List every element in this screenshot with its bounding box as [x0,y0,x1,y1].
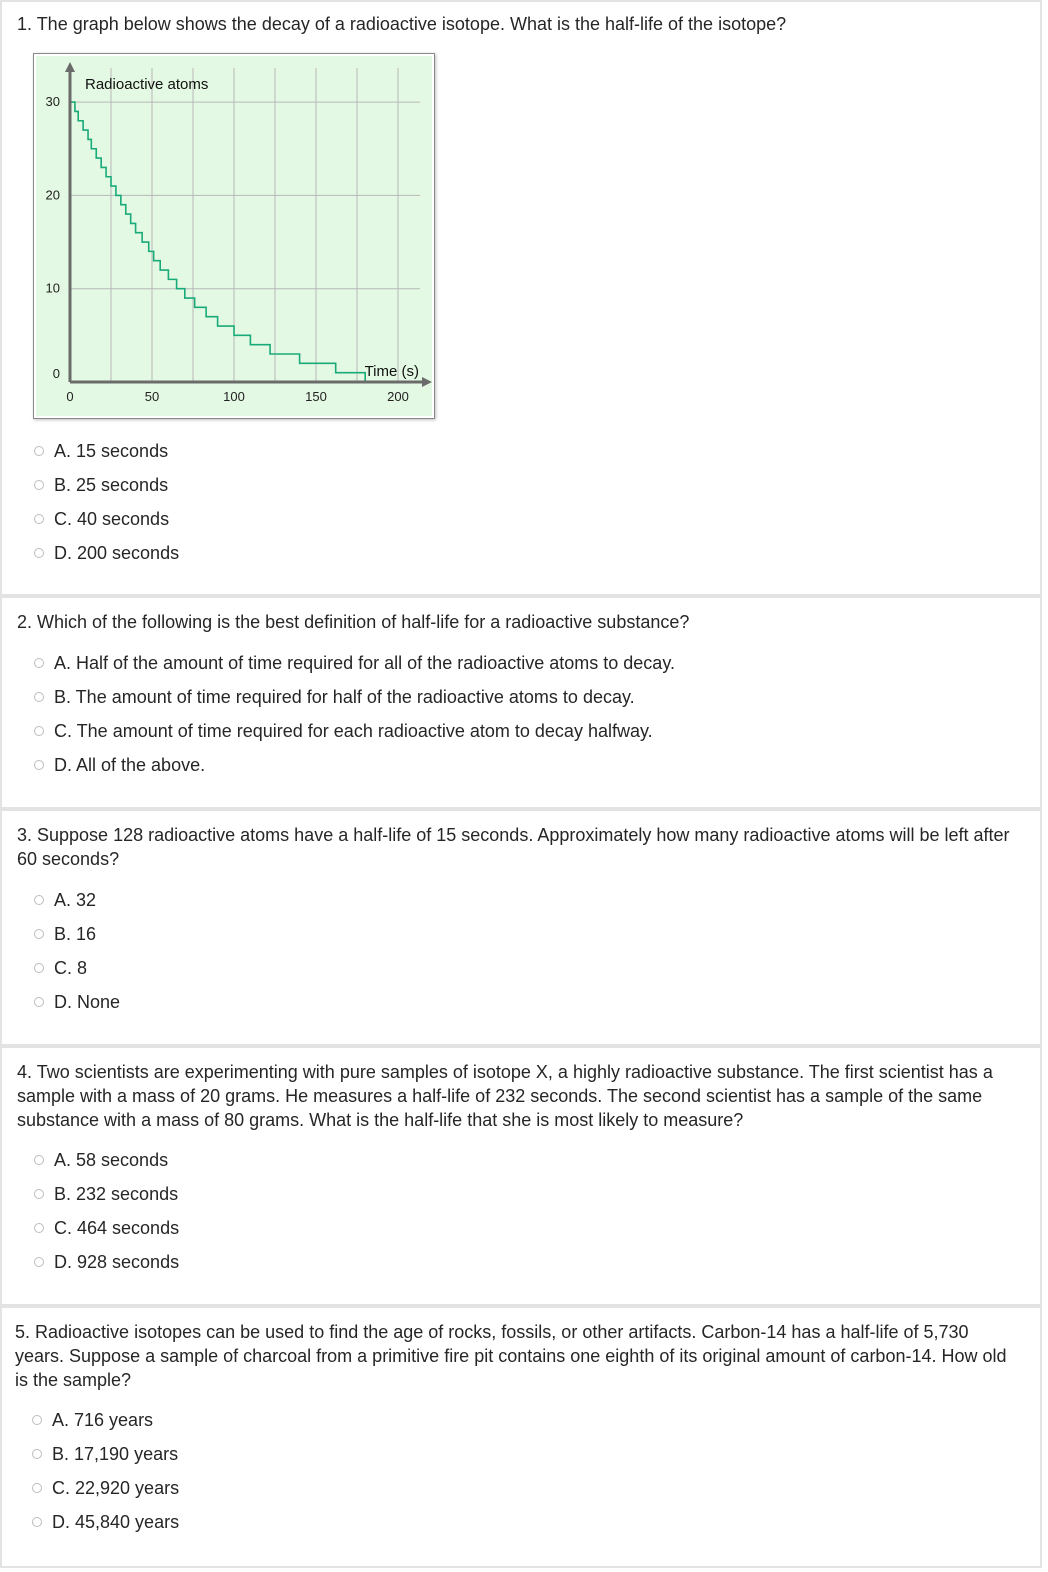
option-label: D. 928 seconds [54,1251,180,1272]
option-c[interactable] [34,1211,179,1245]
answer-options [32,1403,179,1539]
y-axis-label: Radioactive atoms [85,76,209,93]
y-tick-label: 20 [45,187,60,203]
option-label: A. 15 seconds [54,440,169,461]
option-label: A. 716 years [52,1409,154,1430]
option-b[interactable] [34,468,179,502]
radio-icon[interactable] [34,548,44,558]
question-4 [0,1046,1042,1306]
option-b[interactable] [34,1177,179,1211]
radio-icon[interactable] [32,1449,42,1459]
radio-icon[interactable] [34,760,44,770]
y-tick-label: 0 [52,366,60,381]
option-b[interactable] [34,680,675,714]
y-tick-label: 10 [45,280,60,296]
question-2 [0,596,1042,809]
option-d[interactable] [34,1245,179,1279]
radio-icon[interactable] [34,1257,44,1267]
answer-options [34,883,120,1019]
option-c[interactable] [32,1471,179,1505]
radio-icon[interactable] [34,963,44,973]
x-tick-label: 50 [144,389,160,404]
radio-icon[interactable] [34,1223,44,1233]
x-tick-label: 100 [223,389,245,404]
answer-options [34,646,675,782]
question-text: 1. The graph below shows the decay of a radioactive isotope. What is the half-life of the isotope? [17,14,787,34]
radio-icon[interactable] [34,726,44,736]
option-label: A. 32 [54,889,97,910]
x-tick-label: 200 [387,389,409,404]
option-d[interactable] [34,536,179,570]
question-3 [0,809,1042,1046]
x-axis-label: Time (s) [364,363,419,380]
option-label: C. 8 [54,957,88,978]
option-label: B. The amount of time required for half of the radioactive atoms to decay. [54,686,635,707]
question-text: 5. Radioactive isotopes can be used to find the age of rocks, fossils, or other artifacts. Carbon-14 has a half-life of 5,730 years. Suppose a sample of charcoal from a primitive fire pit contains one eighth of its original amount of carbon-14. How old is the sample? [15,1322,1007,1390]
radio-icon[interactable] [34,480,44,490]
radio-icon[interactable] [34,929,44,939]
option-a[interactable] [34,434,179,468]
radio-icon[interactable] [34,895,44,905]
option-b[interactable] [32,1437,179,1471]
option-c[interactable] [34,714,675,748]
option-label: A. 58 seconds [54,1149,169,1170]
y-tick-label: 30 [45,94,60,110]
question-5 [0,1306,1042,1568]
radio-icon[interactable] [34,692,44,702]
option-label: A. Half of the amount of time required for all of the radioactive atoms to decay. [54,652,675,673]
option-b[interactable] [34,917,120,951]
question-text: 4. Two scientists are experimenting with pure samples of isotope X, a highly radioactive substance. The first scientist has a sample with a mass of 20 grams. He measures a half-life of 232 seconds. The second scientist has a sample of the same substance with a mass of 80 grams. What is the half-life that she is most likely to measure? [17,1062,993,1130]
option-c[interactable] [34,951,120,985]
option-c[interactable] [34,502,179,536]
radio-icon[interactable] [34,997,44,1007]
option-label: B. 17,190 years [52,1443,179,1464]
option-label: B. 25 seconds [54,474,169,495]
option-d[interactable] [34,985,120,1019]
option-label: D. 200 seconds [54,542,180,563]
radio-icon[interactable] [34,658,44,668]
option-label: D. 45,840 years [52,1511,180,1532]
decay-chart [33,53,435,419]
answer-options [34,434,179,570]
option-label: B. 16 [54,923,97,944]
decay-chart-svg [34,54,434,418]
option-label: B. 232 seconds [54,1183,179,1204]
radio-icon[interactable] [32,1483,42,1493]
radio-icon[interactable] [32,1415,42,1425]
option-a[interactable] [34,646,675,680]
option-label: C. 464 seconds [54,1217,180,1238]
option-label: C. The amount of time required for each radioactive atom to decay halfway. [54,720,653,741]
x-tick-label: 150 [305,389,327,404]
option-label: C. 40 seconds [54,508,170,529]
option-a[interactable] [32,1403,179,1437]
question-1 [0,0,1042,596]
question-text: 2. Which of the following is the best definition of half-life for a radioactive substance? [17,612,690,632]
option-d[interactable] [34,748,675,782]
radio-icon[interactable] [32,1517,42,1527]
question-text: 3. Suppose 128 radioactive atoms have a half-life of 15 seconds. Approximately how many radioactive atoms will be left after 60 seconds? [17,825,1010,869]
option-label: D. All of the above. [54,754,206,775]
radio-icon[interactable] [34,514,44,524]
radio-icon[interactable] [34,446,44,456]
option-label: C. 22,920 years [52,1477,180,1498]
x-tick-label: 0 [66,389,74,404]
answer-options [34,1143,179,1279]
option-d[interactable] [32,1505,179,1539]
option-a[interactable] [34,883,120,917]
radio-icon[interactable] [34,1189,44,1199]
option-label: D. None [54,991,121,1012]
option-a[interactable] [34,1143,179,1177]
radio-icon[interactable] [34,1155,44,1165]
